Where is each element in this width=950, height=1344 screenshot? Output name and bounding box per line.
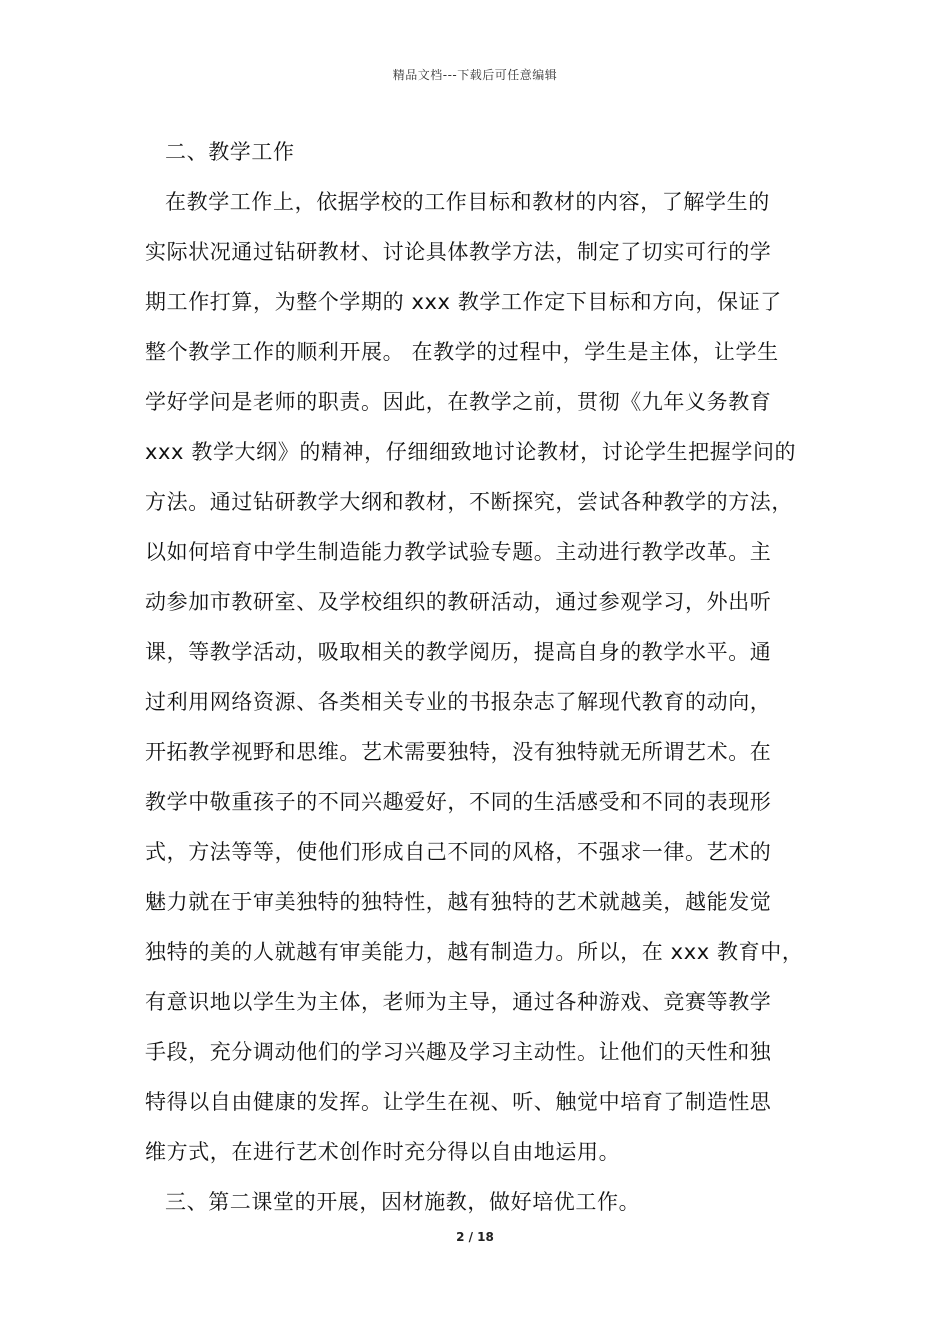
section-heading-teaching-work: 二、教学工作 [165,140,295,164]
paragraph-line: 动参加市教研室、及学校组织的教研活动，通过参观学习，外出听 [145,590,772,614]
document-header-note: 精品文档---下载后可任意编辑 [392,68,558,82]
paragraph-line: 以如何培育中学生制造能力教学试验专题。主动进行教学改革。主 [145,540,772,564]
section-heading-second-classroom: 三、第二课堂的开展，因材施教，做好培优工作。 [165,1190,641,1214]
page-number: 2 / 18 [456,1230,494,1244]
paragraph-line: 开拓教学视野和思维。艺术需要独特，没有独特就无所谓艺术。在 [145,740,772,764]
paragraph-line: 有意识地以学生为主体，老师为主导，通过各种游戏、竞赛等教学 [145,990,772,1014]
paragraph-line: 实际状况通过钻研教材、讨论具体教学方法，制定了切实可行的学 [145,240,772,264]
document-body [145,127,810,1227]
paragraph-line: 学好学问是老师的职责。因此，在教学之前，贯彻《九年义务教育 [145,390,772,414]
paragraph-line: 课，等教学活动，吸取相关的教学阅历，提高自身的教学水平。通 [145,640,772,664]
paragraph-line: 过利用网络资源、各类相关专业的书报杂志了解现代教育的动向， [145,690,772,714]
paragraph-line: 手段，充分调动他们的学习兴趣及学习主动性。让他们的天性和独 [145,1040,772,1064]
paragraph-line: 在教学工作上，依据学校的工作目标和教材的内容，了解学生的 [165,190,770,214]
paragraph-line: 方法。通过钻研教学大纲和教材，不断探究，尝试各种教学的方法， [145,490,793,514]
paragraph-line: 魅力就在于审美独特的独特性，越有独特的艺术就越美，越能发觉 [145,890,772,914]
paragraph-line: 期工作打算，为整个学期的 xxx 教学工作定下目标和方向，保证了 [145,290,782,314]
paragraph-line: xxx 教学大纲》的精神，仔细细致地讨论教材，讨论学生把握学问的 [145,440,797,464]
paragraph-line: 维方式，在进行艺术创作时充分得以自由地运用。 [145,1140,621,1164]
paragraph-line: 整个教学工作的顺利开展。 在教学的过程中，学生是主体，让学生 [145,340,779,364]
paragraph-line: 独特的美的人就越有审美能力，越有制造力。所以，在 xxx 教育中， [145,940,804,964]
paragraph-line: 特得以自由健康的发挥。让学生在视、听、触觉中培育了制造性思 [145,1090,772,1114]
paragraph-line: 教学中敬重孩子的不同兴趣爱好，不同的生活感受和不同的表现形 [145,790,772,814]
paragraph-line: 式，方法等等，使他们形成自己不同的风格，不强求一律。艺术的 [145,840,772,864]
